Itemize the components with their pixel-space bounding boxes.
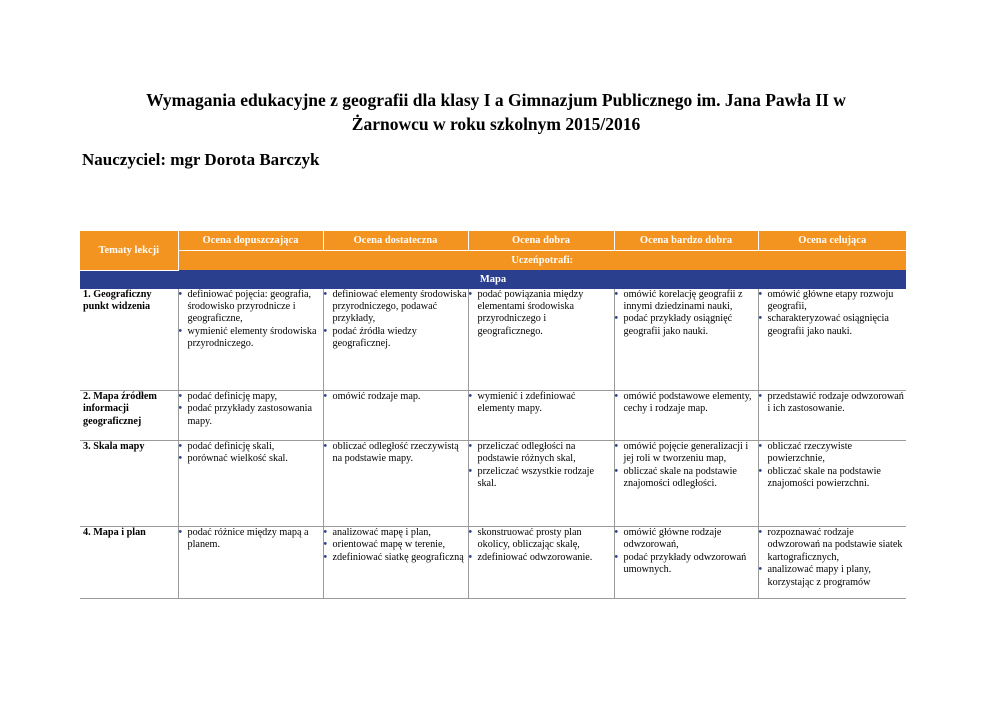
requirement-cell [323, 527, 468, 599]
requirement-item: • wymienić elementy środowiska przyrodniczego. [179, 326, 323, 351]
requirement-item: • obliczać skale na podstawie znajomości powierzchni. [759, 466, 907, 491]
requirement-item: • wymienić i zdefiniować elementy mapy. [469, 391, 614, 416]
requirement-item: • porównać wielkość skal. [179, 453, 323, 465]
requirement-item: • analizować mapę i plan, [324, 527, 468, 539]
requirement-item: • podać źródła wiedzy geograficznej. [324, 326, 468, 351]
requirement-item: • omówić rodzaje map. [324, 391, 468, 403]
table-row [80, 527, 906, 599]
requirement-item: • omówić korelację geografii z innymi dziedzinami nauki, [615, 289, 758, 314]
requirement-item: • zdefiniować siatkę geograficzną [324, 552, 468, 564]
document-title [60, 88, 932, 136]
requirement-item: • orientować mapę w terenie, [324, 539, 468, 551]
requirement-cell [758, 441, 906, 527]
section-header-mapa: Mapa [80, 270, 906, 289]
grade-header-dostateczna: Ocena dostateczna [323, 231, 468, 250]
requirement-item: • przeliczać odległości na podstawie różnych skal, [469, 441, 614, 466]
requirement-item: • podać przykłady osiągnięć geografii jako nauki. [615, 313, 758, 338]
requirement-item: • omówić główne etapy rozwoju geografii, [759, 289, 907, 314]
topic-header: Tematy lekcji [80, 231, 178, 270]
requirement-item: • podać definicję mapy, [179, 391, 323, 403]
requirement-item: • przeliczać wszystkie rodzaje skal. [469, 466, 614, 491]
requirement-cell [323, 289, 468, 391]
requirement-cell [468, 441, 614, 527]
topic-cell: 1. Geograficzny punkt widzenia [80, 289, 178, 391]
requirement-item: • analizować mapy i plany, korzystając z programów [759, 564, 907, 589]
requirement-cell [758, 289, 906, 391]
teacher-name: Nauczyciel: mgr Dorota Barczyk [82, 150, 320, 169]
requirement-cell [323, 391, 468, 441]
requirement-item: • obliczać odległość rzeczywistą na podstawie mapy. [324, 441, 468, 466]
requirement-cell [468, 289, 614, 391]
requirement-cell [758, 527, 906, 599]
table-row [80, 391, 906, 441]
title-line-1: Wymagania edukacyjne z geografii dla klasy I a Gimnazjum Publicznego im. Jana Pawła II w [146, 90, 846, 110]
requirement-item: • przedstawić rodzaje odwzorowań i ich zastosowanie. [759, 391, 907, 416]
requirement-cell [178, 289, 323, 391]
requirement-item: • podać przykłady zastosowania mapy. [179, 403, 323, 428]
requirement-item: • omówić podstawowe elementy, cechy i rodzaje map. [615, 391, 758, 416]
requirement-item: • scharakteryzować osiągnięcia geografii jako nauki. [759, 313, 907, 338]
title-line-2: Żarnowcu w roku szkolnym 2015/2016 [351, 114, 641, 134]
requirement-cell [178, 391, 323, 441]
requirement-item: • definiować elementy środowiska przyrodniczego, podawać przykłady, [324, 289, 468, 326]
requirement-cell [614, 441, 758, 527]
student-can-subheader: Uczeńpotrafi: [178, 250, 906, 270]
requirement-item: • skonstruować prosty plan okolicy, obliczając skalę, [469, 527, 614, 552]
requirement-item: • omówić główne rodzaje odwzorowań, [615, 527, 758, 552]
requirement-cell [468, 527, 614, 599]
table-row [80, 289, 906, 391]
grade-header-bardzo-dobra: Ocena bardzo dobra [614, 231, 758, 250]
requirement-item: • podać różnice między mapą a planem. [179, 527, 323, 552]
requirement-item: • obliczać rzeczywiste powierzchnie, [759, 441, 907, 466]
grade-header-dobra: Ocena dobra [468, 231, 614, 250]
requirements-table [80, 231, 906, 599]
requirement-item: • omówić pojęcie generalizacji i jej roli w tworzeniu map, [615, 441, 758, 466]
table-row [80, 441, 906, 527]
requirement-cell [614, 391, 758, 441]
requirement-cell [614, 289, 758, 391]
requirement-cell [178, 527, 323, 599]
topic-cell: 4. Mapa i plan [80, 527, 178, 599]
grade-header-celujaca: Ocena celująca [758, 231, 906, 250]
topic-cell: 3. Skala mapy [80, 441, 178, 527]
requirement-cell [468, 391, 614, 441]
requirement-item: • podać powiązania między elementami środowiska przyrodniczego i geograficznego. [469, 289, 614, 339]
requirement-item: • zdefiniować odwzorowanie. [469, 552, 614, 564]
requirement-cell [323, 441, 468, 527]
topic-cell: 2. Mapa źródłem informacji geograficznej [80, 391, 178, 441]
requirement-item: • rozpoznawać rodzaje odwzorowań na podstawie siatek kartograficznych, [759, 527, 907, 564]
requirement-item: • definiować pojęcia: geografia, środowisko przyrodnicze i geograficzne, [179, 289, 323, 326]
grade-header-dopuszczajaca: Ocena dopuszczająca [178, 231, 323, 250]
requirement-item: • podać definicję skali, [179, 441, 323, 453]
requirement-item: • podać przykłady odwzorowań umownych. [615, 552, 758, 577]
requirement-cell [178, 441, 323, 527]
requirement-item: • obliczać skale na podstawie znajomości odległości. [615, 466, 758, 491]
requirement-cell [758, 391, 906, 441]
requirement-cell [614, 527, 758, 599]
